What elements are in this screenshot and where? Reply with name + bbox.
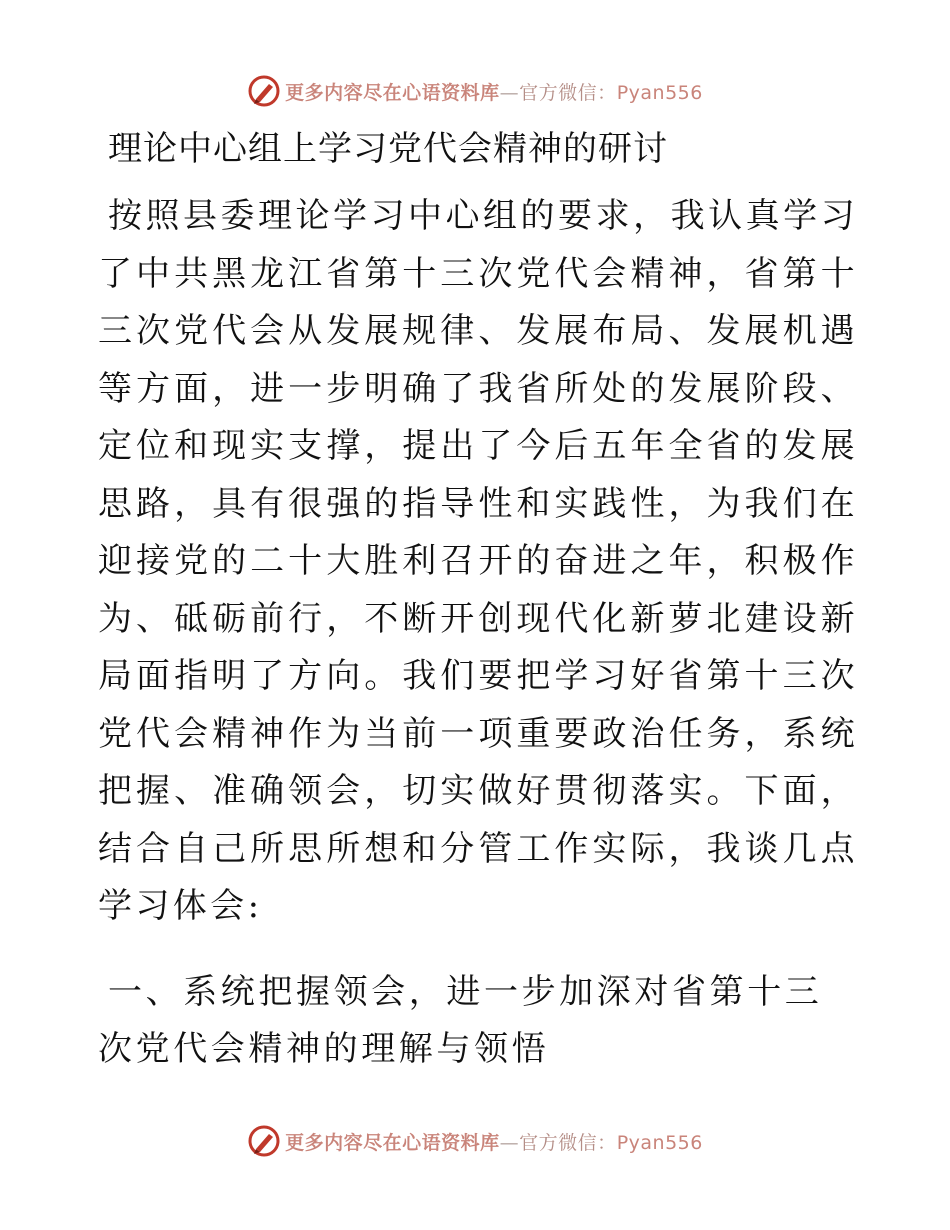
watermark-separator: — [499, 81, 520, 104]
watermark-brand: 更多内容尽在心语资料库 [285, 81, 500, 104]
section-heading: 一、系统把握领会，进一步加深对省第十三次党代会精神的理解与领悟 [98, 971, 823, 1069]
footer-watermark [0, 1121, 950, 1161]
body-paragraph: 按照县委理论学习中心组的要求，我认真学习了中共黑龙江省第十三次党代会精神，省第十三次党代会从发展规律、发展布局、发展机遇等方面，进一步明确了我省所处的发展阶段、定位和现实支撑，提出了今后五年全省的发展思路，具有很强的指导性和实践性，为我们在迎接党的二十大胜利召开的奋进之年，积极作为、砥砺前行，不断开创现代化新萝北建设新局面指明了方向。我们要把学习好省第十三次党代会精神作为当前一项重要政治任务，系统把握、准确领会，切实做好贯彻落实。下面，结合自己所思所想和分管工作实际，我谈几点学习体会: [98, 196, 858, 926]
watermark-text [285, 1128, 703, 1155]
watermark-account: Pyan556 [616, 1131, 703, 1154]
watermark-separator: — [499, 1131, 520, 1154]
watermark-wechat-label: 官方微信： [519, 1131, 617, 1154]
watermark-brand: 更多内容尽在心语资料库 [285, 1131, 500, 1154]
document-body [98, 124, 858, 1079]
watermark-text [285, 78, 703, 105]
watermark-wechat-label: 官方微信： [519, 81, 617, 104]
pen-logo-icon [247, 1124, 281, 1158]
watermark-account: Pyan556 [616, 81, 703, 104]
header-watermark [0, 71, 950, 111]
document-title: 理论中心组上学习党代会精神的研讨 [108, 129, 668, 169]
pen-logo-icon [247, 74, 281, 108]
